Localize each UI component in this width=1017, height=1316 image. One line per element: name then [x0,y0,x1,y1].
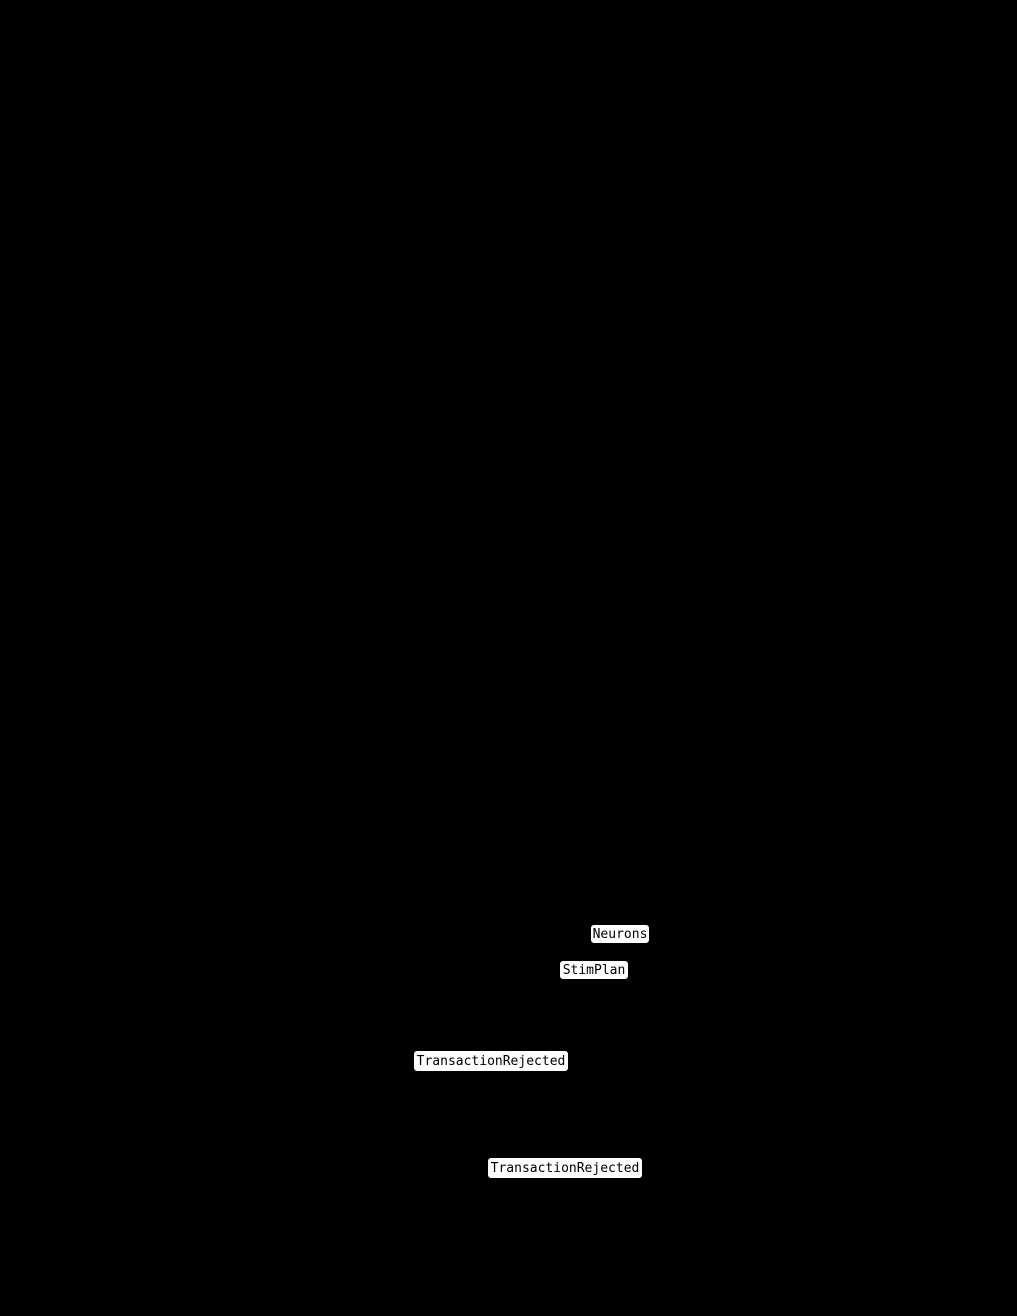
diagram-node-label: TransactionRejected [490,1160,640,1176]
diagram-node-label: StimPlan [562,962,626,978]
diagram-node-stimplan[interactable] [559,960,629,980]
diagram-node-transactionrejected-1[interactable] [413,1050,569,1072]
diagram-node-label: Neurons [592,926,648,942]
diagram-node-transactionrejected-2[interactable] [487,1157,643,1179]
diagram-node-label: TransactionRejected [416,1053,566,1069]
diagram-node-neurons[interactable] [590,924,650,944]
